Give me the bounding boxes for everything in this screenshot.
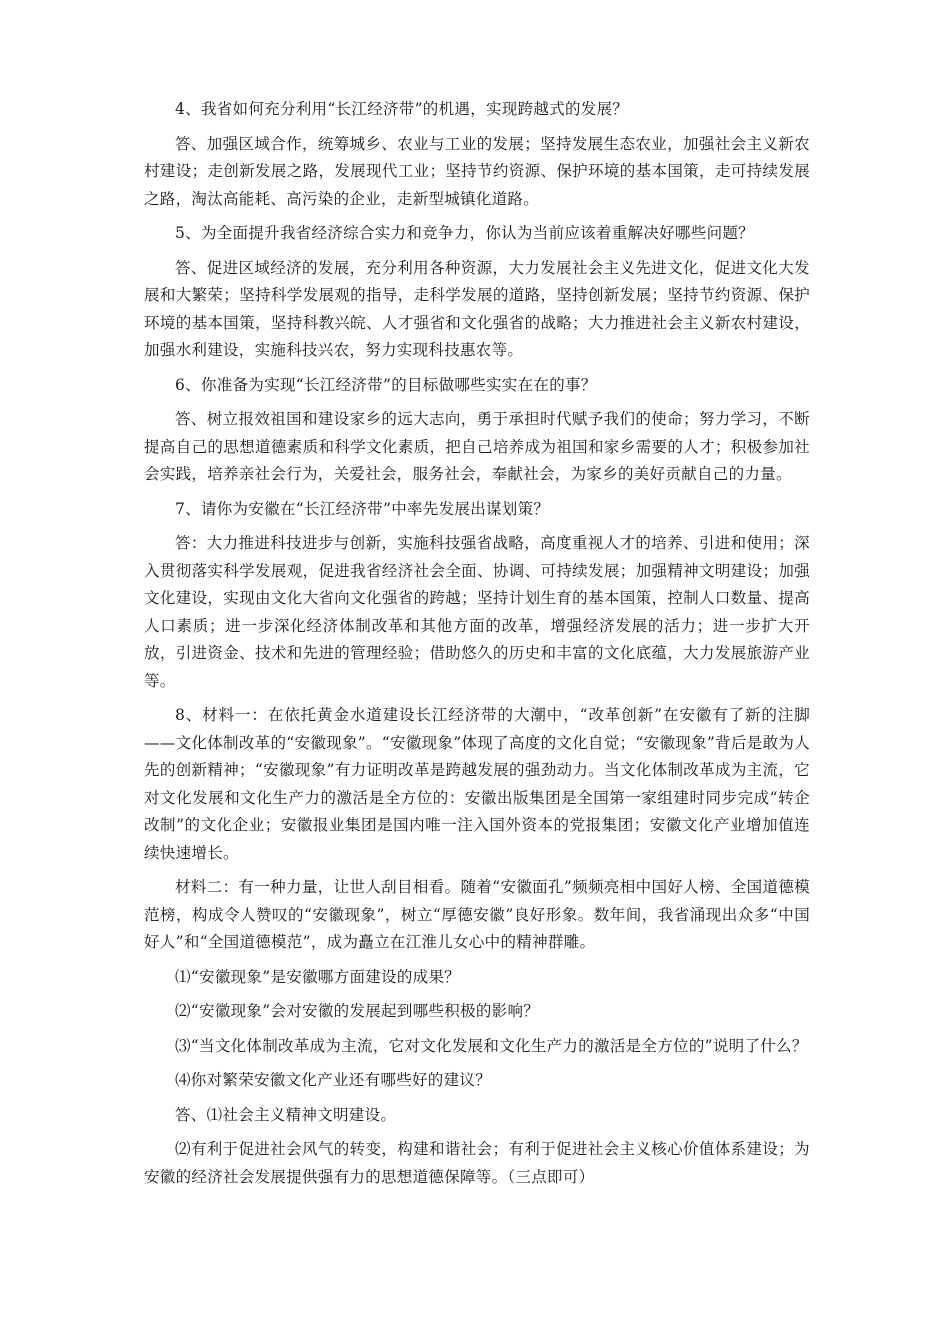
sub-question-4: ⑷你对繁荣安徽文化产业还有哪些好的建议？ [175,1071,492,1089]
sub-question-3: ⑶“当文化体制改革成为主流，它对文化发展和文化生产力的激活是全方位的”说明了什么？ [175,1036,808,1055]
question-5: 5、为全面提升我省经济综合实力和竞争力，你认为当前应该着重解决好哪些问题？ [175,224,754,242]
answer-4: 答、加强区域合作，统筹城乡、农业与工业的发展；坚持发展生态农业，加强社会主义新农村建设；走创新发展之路，发展现代工业；坚持节约资源、保护环境的基本国策，走可持续发展之路，淘汰高能耗、高污染的企业，走新型城镇化道路。 [144,134,810,208]
sub-question-1: ⑴“安徽现象”是安徽哪方面建设的成果？ [175,967,461,986]
material-one: 8、材料一：在依托黄金水道建设长江经济带的大潮中，“改革创新”在安徽有了新的注脚——文化体制改革的“安徽现象”。“安徽现象”体现了高度的文化自觉；“安徽现象”背后是敢为人先的创新精神；“安徽现象”有力证明改革是跨越发展的强劲动力。当文化体制改革成为主流，它对文化发展和文化生产力的激活是全方位的：安徽出版集团是全国第一家组建时同步完成“转企改制”的文化企业；安徽报业集团是国内唯一注入国外资本的党报集团；安徽文化产业增加值连续快速增长。 [144,706,810,862]
answer-7: 答：大力推进科技进步与创新，实施科技强省战略，高度重视人才的培养、引进和使用；深入贯彻落实科学发展观，促进我省经济社会全面、协调、可持续发展；加强精神文明建设；加强文化建设，实现由文化大省向文化强省的跨越；坚持计划生育的基本国策，控制人口数量、提高人口素质；进一步深化经济体制改革和其他方面的改革，增强经济发展的活力；进一步扩大开放，引进资金、技术和先进的管理经验；借助悠久的历史和丰富的文化底蕴，大力发展旅游产业等。 [144,534,810,690]
document-page [144,96,810,1198]
material-two: 材料二：有一种力量，让世人刮目相看。随着“安徽面孔”频频亮相中国好人榜、全国道德模范榜，构成令人赞叹的“安徽现象”，树立“厚德安徽”良好形象。数年间，我省涌现出众多“中国好人”和“全国道德模范”，成为矗立在江淮儿女心中的精神群雕。 [144,878,810,951]
question-4: 4、我省如何充分利用“长江经济带”的机遇，实现跨越式的发展？ [175,100,629,118]
answer-8-part-2: ⑵有利于促进社会风气的转变，构建和谐社会；有利于促进社会主义核心价值体系建设；为安徽的经济社会发展提供强有力的思想道德保障等。（三点即可） [144,1140,810,1186]
question-6: 6、你准备为实现“长江经济带”的目标做哪些实实在在的事？ [175,375,597,394]
answer-8-part-1: 答、⑴社会主义精神文明建设。 [175,1105,397,1124]
answer-6: 答、树立报效祖国和建设家乡的远大志向，勇于承担时代赋予我们的使命；努力学习，不断提高自己的思想道德素质和科学文化素质，把自己培养成为祖国和家乡需要的人才；积极参加社会实践，培养亲社会行为，关爱社会，服务社会，奉献社会，为家乡的美好贡献自己的力量。 [144,410,810,483]
answer-5: 答、促进区域经济的发展，充分利用各种资源，大力发展社会主义先进文化，促进文化大发展和大繁荣；坚持科学发展观的指导，走科学发展的道路，坚持创新发展；坚持节约资源、保护环境的基本国策，坚持科教兴皖、人才强省和文化强省的战略；大力推进社会主义新农村建设，加强水利建设，实施科技兴农，努力实现科技惠农等。 [144,258,810,359]
question-7: 7、请你为安徽在“长江经济带”中率先发展出谋划策？ [175,499,550,518]
sub-question-2: ⑵“安徽现象”会对安徽的发展起到哪些积极的影响？ [175,1002,540,1020]
